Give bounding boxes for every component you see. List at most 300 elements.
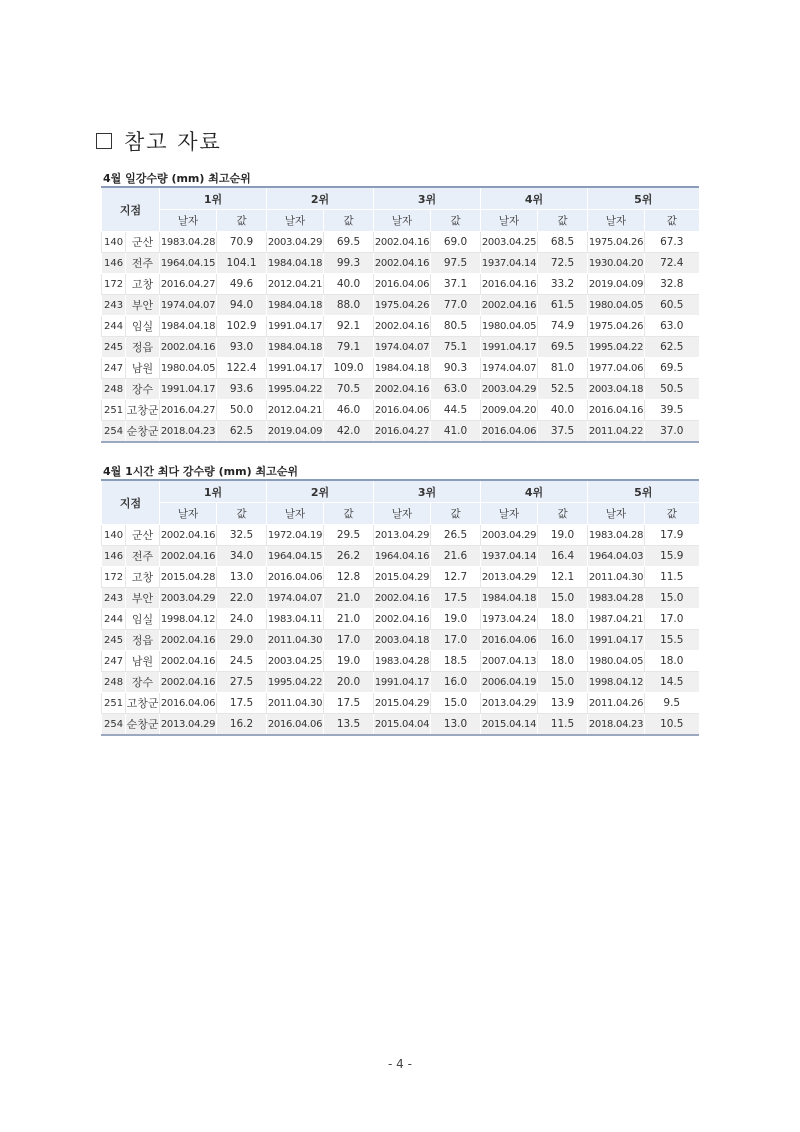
rank-1-date: 2002.04.16 xyxy=(160,651,217,672)
rank-5-value: 67.3 xyxy=(645,232,699,253)
rank-2-date: 1984.04.18 xyxy=(267,253,324,274)
station-code: 245 xyxy=(102,630,126,651)
table-row xyxy=(102,714,699,736)
rank-1-date: 2013.04.29 xyxy=(160,714,217,736)
rank-4-date: 2003.04.29 xyxy=(481,379,538,400)
rank-3-value: 21.6 xyxy=(431,546,481,567)
rank-3-value: 69.0 xyxy=(431,232,481,253)
rank-5-date: 1964.04.03 xyxy=(588,546,645,567)
rank-3-date: 2015.04.04 xyxy=(374,714,431,736)
rank-2-value: 42.0 xyxy=(324,421,374,443)
rank-2-value: 109.0 xyxy=(324,358,374,379)
table-row xyxy=(102,567,699,588)
rank-3-value: 75.1 xyxy=(431,337,481,358)
rank-4-date: 2016.04.16 xyxy=(481,274,538,295)
table-row xyxy=(102,609,699,630)
rank-4-value: 61.5 xyxy=(538,295,588,316)
rank-2-date: 2016.04.06 xyxy=(267,714,324,736)
rank-5-date: 1991.04.17 xyxy=(588,630,645,651)
rank-2-date: 1995.04.22 xyxy=(267,672,324,693)
rank-2-date: 1984.04.18 xyxy=(267,337,324,358)
rank-3-value: 17.5 xyxy=(431,588,481,609)
value-header: 값 xyxy=(431,503,481,525)
rank-1-date: 1974.04.07 xyxy=(160,295,217,316)
rank-1-value: 29.0 xyxy=(217,630,267,651)
rank-4-date: 1980.04.05 xyxy=(481,316,538,337)
rank-3-value: 90.3 xyxy=(431,358,481,379)
rank-2-date: 2011.04.30 xyxy=(267,693,324,714)
rank-5-value: 62.5 xyxy=(645,337,699,358)
page-number: - 4 - xyxy=(388,1057,412,1071)
value-header: 값 xyxy=(538,503,588,525)
value-header: 값 xyxy=(324,503,374,525)
rank-3-value: 15.0 xyxy=(431,693,481,714)
rank-1-date: 2018.04.23 xyxy=(160,421,217,443)
rank-5-date: 1983.04.28 xyxy=(588,588,645,609)
rank-3-value: 12.7 xyxy=(431,567,481,588)
rank-3-value: 19.0 xyxy=(431,609,481,630)
table-row xyxy=(102,693,699,714)
rank-4-value: 15.0 xyxy=(538,588,588,609)
station-name: 부안 xyxy=(126,588,160,609)
rank-2-date: 1995.04.22 xyxy=(267,379,324,400)
rank-1-date: 2016.04.06 xyxy=(160,693,217,714)
rank-5-value: 63.0 xyxy=(645,316,699,337)
value-header: 값 xyxy=(645,210,699,232)
rank-2-value: 20.0 xyxy=(324,672,374,693)
station-code: 243 xyxy=(102,295,126,316)
station-code: 146 xyxy=(102,253,126,274)
rank-1-header: 1위 xyxy=(160,187,267,210)
rank-3-date: 2002.04.16 xyxy=(374,609,431,630)
station-name: 전주 xyxy=(126,546,160,567)
value-header: 값 xyxy=(217,210,267,232)
rank-5-value: 18.0 xyxy=(645,651,699,672)
rank-1-value: 16.2 xyxy=(217,714,267,736)
rank-3-header: 3위 xyxy=(374,480,481,503)
table-row xyxy=(102,274,699,295)
rank-3-date: 2013.04.29 xyxy=(374,525,431,546)
rank-1-value: 50.0 xyxy=(217,400,267,421)
rank-1-date: 2002.04.16 xyxy=(160,525,217,546)
rank-2-date: 1991.04.17 xyxy=(267,316,324,337)
rank-2-value: 13.5 xyxy=(324,714,374,736)
station-name: 임실 xyxy=(126,609,160,630)
station-name: 정읍 xyxy=(126,630,160,651)
rank-5-date: 2011.04.26 xyxy=(588,693,645,714)
rank-4-date: 2007.04.13 xyxy=(481,651,538,672)
rank-3-header: 3위 xyxy=(374,187,481,210)
rank-2-value: 99.3 xyxy=(324,253,374,274)
value-header: 값 xyxy=(645,503,699,525)
rank-1-value: 102.9 xyxy=(217,316,267,337)
rank-5-header: 5위 xyxy=(588,187,699,210)
value-header: 값 xyxy=(538,210,588,232)
rank-3-value: 97.5 xyxy=(431,253,481,274)
rank-4-value: 12.1 xyxy=(538,567,588,588)
station-code: 172 xyxy=(102,274,126,295)
rank-3-date: 2016.04.06 xyxy=(374,400,431,421)
rank-5-date: 1987.04.21 xyxy=(588,609,645,630)
rank-5-date: 1930.04.20 xyxy=(588,253,645,274)
rank-5-value: 17.0 xyxy=(645,609,699,630)
rank-4-value: 40.0 xyxy=(538,400,588,421)
station-name: 고창군 xyxy=(126,400,160,421)
checkbox-square-icon xyxy=(96,133,112,149)
rank-4-value: 18.0 xyxy=(538,609,588,630)
station-header: 지점 xyxy=(102,187,160,232)
rank-2-value: 88.0 xyxy=(324,295,374,316)
station-code: 146 xyxy=(102,546,126,567)
value-header: 값 xyxy=(217,503,267,525)
station-name: 고창 xyxy=(126,567,160,588)
rank-2-date: 2003.04.25 xyxy=(267,651,324,672)
rank-5-value: 32.8 xyxy=(645,274,699,295)
section-title-text: 참고 자료 xyxy=(124,130,222,154)
station-name: 남원 xyxy=(126,651,160,672)
table-row xyxy=(102,358,699,379)
rank-5-date: 2003.04.18 xyxy=(588,379,645,400)
rank-1-date: 2016.04.27 xyxy=(160,274,217,295)
table-row xyxy=(102,400,699,421)
rank-2-date: 1964.04.15 xyxy=(267,546,324,567)
rank-2-value: 19.0 xyxy=(324,651,374,672)
station-code: 251 xyxy=(102,400,126,421)
station-name: 고창군 xyxy=(126,693,160,714)
rank-5-date: 1983.04.28 xyxy=(588,525,645,546)
rank-4-value: 16.0 xyxy=(538,630,588,651)
rank-2-date: 1974.04.07 xyxy=(267,588,324,609)
station-code: 254 xyxy=(102,421,126,443)
station-name: 남원 xyxy=(126,358,160,379)
rank-4-value: 68.5 xyxy=(538,232,588,253)
rank-4-value: 37.5 xyxy=(538,421,588,443)
rank-1-value: 93.6 xyxy=(217,379,267,400)
date-header: 날자 xyxy=(267,210,324,232)
rank-1-value: 93.0 xyxy=(217,337,267,358)
rank-3-date: 2002.04.16 xyxy=(374,588,431,609)
rank-2-date: 1972.04.19 xyxy=(267,525,324,546)
rank-4-date: 1937.04.14 xyxy=(481,253,538,274)
rank-1-value: 32.5 xyxy=(217,525,267,546)
rank-4-date: 2015.04.14 xyxy=(481,714,538,736)
station-code: 247 xyxy=(102,358,126,379)
header-row-fields xyxy=(102,210,699,232)
value-header: 값 xyxy=(324,210,374,232)
value-header: 값 xyxy=(431,210,481,232)
table-row xyxy=(102,630,699,651)
rank-4-value: 18.0 xyxy=(538,651,588,672)
header-row-fields xyxy=(102,503,699,525)
rank-3-value: 41.0 xyxy=(431,421,481,443)
rank-1-value: 62.5 xyxy=(217,421,267,443)
rank-1-value: 70.9 xyxy=(217,232,267,253)
rank-3-value: 80.5 xyxy=(431,316,481,337)
rank-4-date: 2002.04.16 xyxy=(481,295,538,316)
table-row xyxy=(102,546,699,567)
rank-5-value: 9.5 xyxy=(645,693,699,714)
rank-5-date: 1975.04.26 xyxy=(588,316,645,337)
rank-4-date: 1991.04.17 xyxy=(481,337,538,358)
rank-2-value: 70.5 xyxy=(324,379,374,400)
rank-5-header: 5위 xyxy=(588,480,699,503)
date-header: 날자 xyxy=(267,503,324,525)
rank-2-date: 2003.04.29 xyxy=(267,232,324,253)
station-code: 244 xyxy=(102,316,126,337)
rank-4-date: 2016.04.06 xyxy=(481,630,538,651)
rank-2-value: 17.5 xyxy=(324,693,374,714)
rank-1-date: 1980.04.05 xyxy=(160,358,217,379)
rank-5-value: 11.5 xyxy=(645,567,699,588)
rank-3-value: 77.0 xyxy=(431,295,481,316)
rank-3-date: 1984.04.18 xyxy=(374,358,431,379)
rank-4-value: 72.5 xyxy=(538,253,588,274)
rank-4-date: 2006.04.19 xyxy=(481,672,538,693)
rank-3-date: 2016.04.06 xyxy=(374,274,431,295)
table-row xyxy=(102,316,699,337)
station-name: 군산 xyxy=(126,525,160,546)
rank-2-value: 17.0 xyxy=(324,630,374,651)
table-title-daily: 4월 일강수량 (mm) 최고순위 xyxy=(103,172,251,185)
rank-2-value: 29.5 xyxy=(324,525,374,546)
station-name: 임실 xyxy=(126,316,160,337)
date-header: 날자 xyxy=(588,210,645,232)
rank-1-value: 122.4 xyxy=(217,358,267,379)
rank-1-date: 2002.04.16 xyxy=(160,337,217,358)
rank-4-date: 2003.04.25 xyxy=(481,232,538,253)
rank-5-date: 1995.04.22 xyxy=(588,337,645,358)
rank-5-date: 2018.04.23 xyxy=(588,714,645,736)
daily-precip-table xyxy=(101,186,699,443)
station-code: 251 xyxy=(102,693,126,714)
rank-2-value: 92.1 xyxy=(324,316,374,337)
rank-3-date: 1991.04.17 xyxy=(374,672,431,693)
rank-5-date: 2011.04.22 xyxy=(588,421,645,443)
rank-4-value: 15.0 xyxy=(538,672,588,693)
rank-1-date: 2003.04.29 xyxy=(160,588,217,609)
table-row xyxy=(102,295,699,316)
rank-3-date: 2003.04.18 xyxy=(374,630,431,651)
rank-1-date: 1983.04.28 xyxy=(160,232,217,253)
rank-4-date: 2016.04.06 xyxy=(481,421,538,443)
rank-2-value: 40.0 xyxy=(324,274,374,295)
rank-4-date: 1973.04.24 xyxy=(481,609,538,630)
station-code: 140 xyxy=(102,232,126,253)
rank-1-header: 1위 xyxy=(160,480,267,503)
station-name: 장수 xyxy=(126,379,160,400)
station-name: 부안 xyxy=(126,295,160,316)
rank-3-date: 1983.04.28 xyxy=(374,651,431,672)
rank-2-date: 2012.04.21 xyxy=(267,274,324,295)
rank-3-value: 16.0 xyxy=(431,672,481,693)
rank-2-date: 1984.04.18 xyxy=(267,295,324,316)
station-name: 순창군 xyxy=(126,421,160,443)
rank-3-value: 44.5 xyxy=(431,400,481,421)
rank-3-date: 2002.04.16 xyxy=(374,379,431,400)
rank-5-date: 1977.04.06 xyxy=(588,358,645,379)
table-row xyxy=(102,525,699,546)
rank-5-value: 37.0 xyxy=(645,421,699,443)
rank-5-value: 39.5 xyxy=(645,400,699,421)
rank-3-date: 1974.04.07 xyxy=(374,337,431,358)
rank-1-value: 24.0 xyxy=(217,609,267,630)
station-code: 172 xyxy=(102,567,126,588)
rank-2-value: 26.2 xyxy=(324,546,374,567)
rank-2-date: 2019.04.09 xyxy=(267,421,324,443)
rank-5-value: 60.5 xyxy=(645,295,699,316)
rank-4-value: 81.0 xyxy=(538,358,588,379)
rank-4-value: 52.5 xyxy=(538,379,588,400)
rank-4-date: 1974.04.07 xyxy=(481,358,538,379)
rank-3-value: 63.0 xyxy=(431,379,481,400)
rank-5-date: 2019.04.09 xyxy=(588,274,645,295)
rank-4-date: 1937.04.14 xyxy=(481,546,538,567)
hourly-max-precip-table xyxy=(101,479,699,736)
rank-1-date: 2002.04.16 xyxy=(160,630,217,651)
rank-2-header: 2위 xyxy=(267,480,374,503)
rank-1-value: 17.5 xyxy=(217,693,267,714)
rank-4-date: 2013.04.29 xyxy=(481,567,538,588)
rank-4-date: 2013.04.29 xyxy=(481,693,538,714)
rank-1-value: 49.6 xyxy=(217,274,267,295)
table-header xyxy=(102,187,699,232)
rank-4-value: 16.4 xyxy=(538,546,588,567)
station-header: 지점 xyxy=(102,480,160,525)
rank-5-value: 15.5 xyxy=(645,630,699,651)
rank-1-date: 1998.04.12 xyxy=(160,609,217,630)
date-header: 날자 xyxy=(481,210,538,232)
rank-3-date: 1975.04.26 xyxy=(374,295,431,316)
header-row-ranks xyxy=(102,480,699,503)
table-row xyxy=(102,253,699,274)
rank-4-value: 19.0 xyxy=(538,525,588,546)
station-code: 244 xyxy=(102,609,126,630)
rank-1-value: 34.0 xyxy=(217,546,267,567)
station-code: 243 xyxy=(102,588,126,609)
rank-4-date: 1984.04.18 xyxy=(481,588,538,609)
rank-2-date: 2012.04.21 xyxy=(267,400,324,421)
rank-5-date: 1980.04.05 xyxy=(588,295,645,316)
rank-3-date: 2016.04.27 xyxy=(374,421,431,443)
rank-1-date: 1984.04.18 xyxy=(160,316,217,337)
rank-2-value: 46.0 xyxy=(324,400,374,421)
rank-2-date: 1991.04.17 xyxy=(267,358,324,379)
station-name: 고창 xyxy=(126,274,160,295)
station-name: 정읍 xyxy=(126,337,160,358)
rank-5-date: 1998.04.12 xyxy=(588,672,645,693)
rank-2-value: 69.5 xyxy=(324,232,374,253)
rank-5-value: 15.0 xyxy=(645,588,699,609)
header-row-ranks xyxy=(102,187,699,210)
rank-5-date: 1980.04.05 xyxy=(588,651,645,672)
table-row xyxy=(102,232,699,253)
rank-5-date: 2011.04.30 xyxy=(588,567,645,588)
rank-1-value: 27.5 xyxy=(217,672,267,693)
rank-4-header: 4위 xyxy=(481,480,588,503)
rank-2-value: 12.8 xyxy=(324,567,374,588)
rank-2-header: 2위 xyxy=(267,187,374,210)
rank-1-value: 22.0 xyxy=(217,588,267,609)
rank-4-value: 74.9 xyxy=(538,316,588,337)
section-title xyxy=(96,126,222,156)
rank-1-value: 13.0 xyxy=(217,567,267,588)
table-header xyxy=(102,480,699,525)
rank-2-date: 2016.04.06 xyxy=(267,567,324,588)
rank-3-value: 13.0 xyxy=(431,714,481,736)
rank-1-date: 2015.04.28 xyxy=(160,567,217,588)
rank-2-value: 79.1 xyxy=(324,337,374,358)
station-code: 248 xyxy=(102,379,126,400)
rank-1-value: 94.0 xyxy=(217,295,267,316)
rank-5-value: 50.5 xyxy=(645,379,699,400)
table-row xyxy=(102,337,699,358)
station-name: 전주 xyxy=(126,253,160,274)
rank-3-value: 26.5 xyxy=(431,525,481,546)
date-header: 날자 xyxy=(481,503,538,525)
rank-3-value: 17.0 xyxy=(431,630,481,651)
station-code: 140 xyxy=(102,525,126,546)
rank-1-value: 104.1 xyxy=(217,253,267,274)
table-body xyxy=(102,232,699,443)
station-name: 장수 xyxy=(126,672,160,693)
rank-3-date: 2015.04.29 xyxy=(374,693,431,714)
rank-5-date: 1975.04.26 xyxy=(588,232,645,253)
rank-5-value: 72.4 xyxy=(645,253,699,274)
rank-3-date: 2002.04.16 xyxy=(374,253,431,274)
rank-3-date: 2015.04.29 xyxy=(374,567,431,588)
rank-4-header: 4위 xyxy=(481,187,588,210)
station-name: 군산 xyxy=(126,232,160,253)
rank-5-value: 14.5 xyxy=(645,672,699,693)
rank-5-value: 69.5 xyxy=(645,358,699,379)
rank-3-date: 1964.04.16 xyxy=(374,546,431,567)
rank-4-value: 11.5 xyxy=(538,714,588,736)
table-body xyxy=(102,525,699,736)
rank-4-date: 2009.04.20 xyxy=(481,400,538,421)
rank-5-date: 2016.04.16 xyxy=(588,400,645,421)
rank-4-value: 13.9 xyxy=(538,693,588,714)
rank-1-value: 24.5 xyxy=(217,651,267,672)
rank-1-date: 1991.04.17 xyxy=(160,379,217,400)
rank-2-value: 21.0 xyxy=(324,609,374,630)
station-code: 245 xyxy=(102,337,126,358)
station-code: 247 xyxy=(102,651,126,672)
rank-3-date: 2002.04.16 xyxy=(374,316,431,337)
rank-4-value: 33.2 xyxy=(538,274,588,295)
date-header: 날자 xyxy=(374,503,431,525)
date-header: 날자 xyxy=(160,210,217,232)
rank-5-value: 15.9 xyxy=(645,546,699,567)
station-code: 254 xyxy=(102,714,126,736)
table-row xyxy=(102,651,699,672)
rank-4-value: 69.5 xyxy=(538,337,588,358)
rank-4-date: 2003.04.29 xyxy=(481,525,538,546)
table-row xyxy=(102,672,699,693)
rank-3-value: 37.1 xyxy=(431,274,481,295)
rank-3-value: 18.5 xyxy=(431,651,481,672)
rank-3-date: 2002.04.16 xyxy=(374,232,431,253)
rank-2-value: 21.0 xyxy=(324,588,374,609)
rank-5-value: 17.9 xyxy=(645,525,699,546)
date-header: 날자 xyxy=(374,210,431,232)
table-row xyxy=(102,379,699,400)
rank-2-date: 1983.04.11 xyxy=(267,609,324,630)
rank-1-date: 1964.04.15 xyxy=(160,253,217,274)
table-title-hourly: 4월 1시간 최다 강수량 (mm) 최고순위 xyxy=(103,465,298,478)
rank-1-date: 2002.04.16 xyxy=(160,672,217,693)
date-header: 날자 xyxy=(588,503,645,525)
rank-2-date: 2011.04.30 xyxy=(267,630,324,651)
